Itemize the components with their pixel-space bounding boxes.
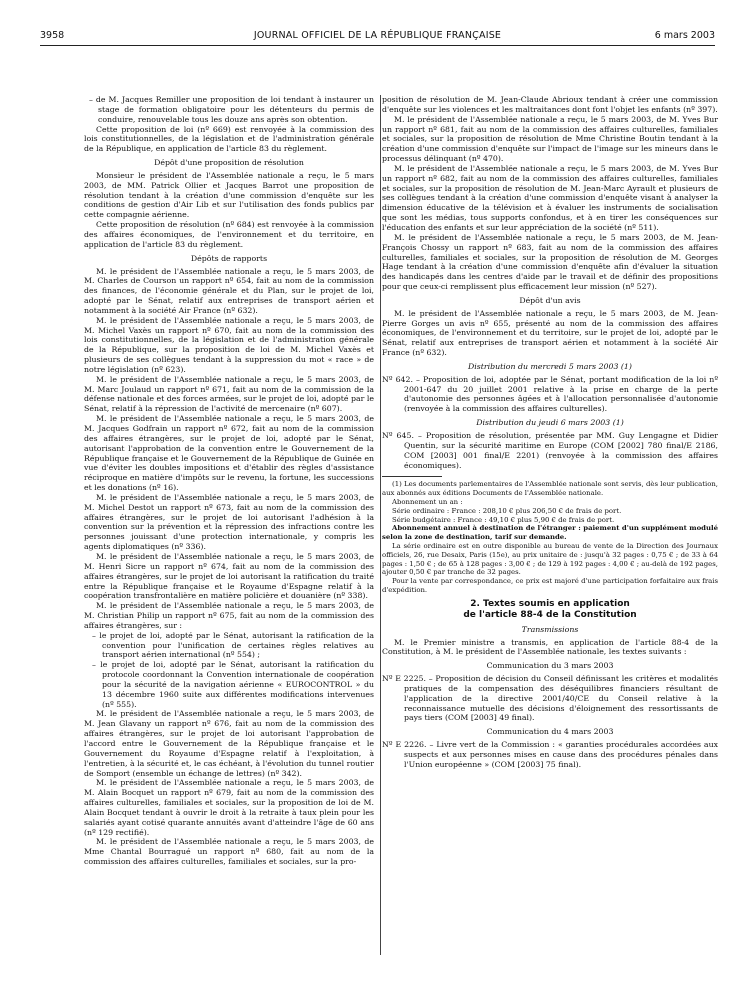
paragraph: M. le président de l'Assemblée nationale a reçu, le 5 mars 2003, de M. Jean-Pierre Gorges un avis nº 655, présenté au nom de la commission des affaires économiques, de l'environnement et du territoire, sur le projet de loi, adopté par le Sénat, relatif aux entreprises de transport aérien et notamment à la société Air France (nº 632). bbox=[382, 308, 718, 358]
paragraph: M. le président de l'Assemblée nationale a reçu, le 5 mars 2003, de Mme Chantal Bourragué un rapport nº 680, fait au nom de la commission des affaires culturelles, familiales et sociales, sur la pro- bbox=[84, 837, 374, 867]
column-divider bbox=[380, 95, 381, 955]
section-heading: Dépôt d'un avis bbox=[519, 295, 581, 305]
paragraph: M. le président de l'Assemblée nationale a reçu, le 5 mars 2003, de M. Michel Destot un rapport nº 673, fait au nom de la commission des affaires étrangères, sur le projet de loi autorisant l'adhésion à la convention sur la prévention et la répression des infractions contre les personnes jouissant d'une protection internationale, y compris les agents diplomatiques (nº 336). bbox=[84, 492, 374, 552]
footnote: (1) Les documents parlementaires de l'Assemblée nationale sont servis, dès leur publication, aux abonnés aux éditions Documents de l'Assemblée nationale. bbox=[382, 480, 718, 498]
footnote: Série budgétaire : France : 49,10 € plus 5,90 € de frais de port. bbox=[392, 515, 615, 524]
paragraph: position de résolution de M. Jean-Claude Abrioux tendant à créer une commission d'enquête sur les violences et les maltraitances dont font l'objet les enfants (nº 397). bbox=[382, 95, 718, 114]
list-item: – le projet de loi, adopté par le Sénat, autorisant la ratification du protocole coordonnant la Convention internationale de coopération pour la sécurité de la navigation aérienne « EUROCONTROL » du 13 décembre 1960 suite aux différentes modifications intervenues (nº 555). bbox=[92, 660, 374, 709]
paragraph: M. le président de l'Assemblée nationale a reçu, le 5 mars 2003, de M. Yves Bur un rapport nº 681, fait au nom de la commission des affaires culturelles, familiales et sociales, sur la proposition de résolution de Mme Christine Boutin tendant à la création d'une commission d'enquête sur l'impact de l'image sur les mineurs dans le processus délinquant (nº 470). bbox=[382, 114, 718, 164]
footnote-rule bbox=[382, 476, 442, 477]
section-heading: Transmissions bbox=[521, 624, 579, 634]
paragraph: M. le président de l'Assemblée nationale a reçu, le 5 mars 2003, de M. Alain Bocquet un rapport nº 679, fait au nom de la commission des affaires culturelles, familiales et sociales, sur la proposition de loi de M. Alain Bocquet tendant à ouvrir le droit à la retraite à taux plein pour les salariés ayant cotisé quarante annuités avant d'atteindre l'âge de 60 ans (nº 129 rectifié). bbox=[84, 778, 374, 837]
section-heading: Distribution du jeudi 6 mars 2003 (1) bbox=[476, 418, 624, 428]
footnote: Abonnement un an : bbox=[392, 497, 463, 506]
section-heading: Dépôts de rapports bbox=[190, 253, 268, 263]
paragraph: M. le Premier ministre a transmis, en application de l'article 88-4 de la Constitution, à M. le président de l'Assemblée nationale, les textes suivants : bbox=[382, 637, 718, 657]
paragraph: Cette proposition de résolution (nº 684) est renvoyée à la commission des affaires économiques, de l'environnement et du territoire, en application de l'article 83 du règlement. bbox=[84, 220, 374, 249]
list-item: Nº 645. – Proposition de résolution, présentée par MM. Guy Lengagne et Didier Quentin, sur la sécurité maritime en Europe (COM [2002] 780 final/E 2186, COM [2003] 001 final/E 2201) (renvoyée à la commission des affaires économiques). bbox=[382, 431, 718, 470]
paragraph: M. le président de l'Assemblée nationale a reçu, le 5 mars 2003, de M. Jean-François Chossy un rapport nº 683, fait au nom de la commission des affaires culturelles, familiales et sociales, sur la proposition de résolution de M. Georges Hage tendant à la création d'une commission d'enquête afin d'évaluer la situation des handicapés dans les centres d'aide par le travail et de définir des propositions pour que ceux-ci remplissent plus efficacement leur mission (nº 527). bbox=[382, 232, 718, 292]
part-heading: de l'article 88-4 de la Constitution bbox=[463, 609, 637, 620]
paragraph: M. le président de l'Assemblée nationale a reçu, le 5 mars 2003, de M. Henri Sicre un rapport nº 674, fait au nom de la commission des affaires étrangères, sur le projet de loi autorisant la ratification du traité entre la République française et le Royaume d'Espagne relatif à la coopération transfrontalière en matière policière et douanière (nº 338). bbox=[84, 551, 374, 601]
list-item: Nº E 2225. – Proposition de décision du Conseil définissant les critères et modalités pratiques de la compensation des déséquilibres financiers résultant de l'application de la directive 2001/40/CE du Conseil relative à la reconnaissance mutuelle des décisions d'éloignement des ressortissants de pays tiers (COM [2003] 49 final). bbox=[382, 674, 718, 723]
section-heading: Communication du 4 mars 2003 bbox=[486, 727, 614, 737]
paragraph: Cette proposition de loi (nº 669) est renvoyée à la commission des lois constitutionnelles, de la législation et de l'administration générale de la République, en application de l'article 83 du règlement. bbox=[84, 124, 374, 154]
page-header bbox=[40, 30, 715, 44]
issue-date: 6 mars 2003 bbox=[654, 30, 715, 41]
section-heading: Communication du 3 mars 2003 bbox=[486, 661, 614, 671]
right-column bbox=[382, 95, 718, 770]
footnote: La série ordinaire est en outre disponible au bureau de vente de la Direction des Journaux officiels, 26, rue Desaix, Paris (15e), au prix unitaire de : jusqu'à 32 pages : 0,75 € ; de 33 à 64 pages : 1,50 € ; de 65 à 128 pages : 3,00 € ; de 129 à 192 pages : 4,00 € ; au-delà de 192 pages, ajouter 0,50 € par tranche de 32 pages. bbox=[382, 541, 718, 577]
list-item: Nº 642. – Proposition de loi, adoptée par le Sénat, portant modification de la loi nº 2001-647 du 20 juillet 2001 relative à la prise en charge de la perte d'autonomie des personnes âgées et à l'allocation personnalisée d'autonomie (renvoyée à la commission des affaires culturelles). bbox=[382, 374, 718, 414]
left-column bbox=[84, 95, 374, 867]
paragraph: Monsieur le président de l'Assemblée nationale a reçu, le 5 mars 2003, de MM. Patrick Ollier et Jacques Barrot une proposition de résolution tendant à la création d'une commission d'enquête sur les conditions de gestion d'Air Lib et sur l'utilisation des fonds publics par cette compagnie aérienne. bbox=[84, 170, 374, 220]
page-number: 3958 bbox=[40, 30, 65, 41]
paragraph: M. le président de l'Assemblée nationale a reçu, le 5 mars 2003, de M. Marc Joulaud un rapport nº 671, fait au nom de la commission de la défense nationale et des forces armées, sur le projet de loi, adopté par le Sénat, relatif à la répression de l'activité de mercenaire (nº 607). bbox=[84, 374, 374, 414]
paragraph: M. le président de l'Assemblée nationale a reçu, le 5 mars 2003, de M. Jacques Godfrain un rapport nº 672, fait au nom de la commission des affaires étrangères, sur le projet de loi, adopté par le Sénat, autorisant l'approbation de la convention entre le Gouvernement de la République française et le Gouvernement de la République de Guinée en vue d'éviter les doubles impositions et d'établir des règles d'assistance réciproque en matière d'impôts sur le revenu, la fortune, les successions et les donations (nº 16). bbox=[84, 414, 374, 493]
footnote: Pour la vente par correspondance, ce prix est majoré d'une participation forfaitaire aux frais d'expédition. bbox=[382, 577, 718, 594]
journal-title: JOURNAL OFFICIEL DE LA RÉPUBLIQUE FRANÇAISE bbox=[253, 30, 502, 41]
list-item: Nº E 2226. – Livre vert de la Commission : « garanties procédurales accordées aux suspects et aux personnes mises en cause dans des procédures pénales dans l'Union européenne » (COM [2003] 75 final). bbox=[382, 740, 718, 769]
section-heading: Dépôt d'une proposition de résolution bbox=[154, 158, 304, 168]
paragraph: M. le président de l'Assemblée nationale a reçu, le 5 mars 2003, de M. Christian Philip un rapport nº 675, fait au nom de la commission des affaires étrangères, sur : bbox=[84, 601, 374, 630]
paragraph: M. le président de l'Assemblée nationale a reçu, le 5 mars 2003, de M. Jean Glavany un rapport nº 676, fait au nom de la commission des affaires étrangères, sur le projet de loi autorisant l'approbation de l'accord entre le Gouvernement de la République française et le Gouvernement du Royaume d'Espagne relatif à l'exploitation, à l'entretien, à la sécurité et, le cas échéant, à l'évolution du tunnel routier de Somport (ensemble un échange de lettres) (nº 342). bbox=[84, 709, 374, 778]
paragraph: M. le président de l'Assemblée nationale a reçu, le 5 mars 2003, de M. Michel Vaxès un rapport nº 670, fait au nom de la commission des lois constitutionnelles, de la législation et de l'administration générale de la République, sur la proposition de loi de M. Michel Vaxès et plusieurs de ses collègues tendant à la suppression du mot « race » de notre législation (nº 623). bbox=[84, 315, 374, 374]
part-heading: 2. Textes soumis en application bbox=[470, 598, 630, 609]
paragraph: M. le président de l'Assemblée nationale a reçu, le 5 mars 2003, de M. Charles de Courson un rapport nº 654, fait au nom de la commission des finances, de l'économie générale et du Plan, sur le projet de loi, adopté par le Sénat, relatif aux entreprises de transport aérien et notamment à la société Air France (nº 632). bbox=[84, 266, 374, 315]
paragraph: – de M. Jacques Remiller une proposition de loi tendant à instaurer un stage de formation obligatoire pour les détenteurs du permis de conduire, renouvelable tous les douze ans après son obtention. bbox=[89, 95, 374, 124]
footnote: Série ordinaire : France : 208,10 € plus 206,50 € de frais de port. bbox=[392, 506, 622, 515]
section-heading: Distribution du mercredi 5 mars 2003 (1) bbox=[468, 361, 632, 371]
footnote: Abonnement annuel à destination de l'étranger : paiement d'un supplément modulé selon la zone de destination, tarif sur demande. bbox=[382, 524, 718, 542]
list-item: – le projet de loi, adopté par le Sénat, autorisant la ratification de la convention pour l'unification de certaines règles relatives au transport aérien international (nº 554) ; bbox=[92, 630, 374, 660]
header-rule bbox=[40, 45, 715, 46]
paragraph: M. le président de l'Assemblée nationale a reçu, le 5 mars 2003, de M. Yves Bur un rapport nº 682, fait au nom de la commission des affaires culturelles, familiales et sociales, sur la proposition de résolution de M. Jean-Marc Ayrault et plusieurs de ses collègues tendant à la création d'une commission d'enquête visant à analyser la dimension éducative de la télévision et à évaluer les instruments de socialisation que sont les médias, tous supports confondus, et à en tirer les conséquences sur l'éducation des enfants et sur leur appréciation de la société (nº 511). bbox=[382, 163, 718, 232]
